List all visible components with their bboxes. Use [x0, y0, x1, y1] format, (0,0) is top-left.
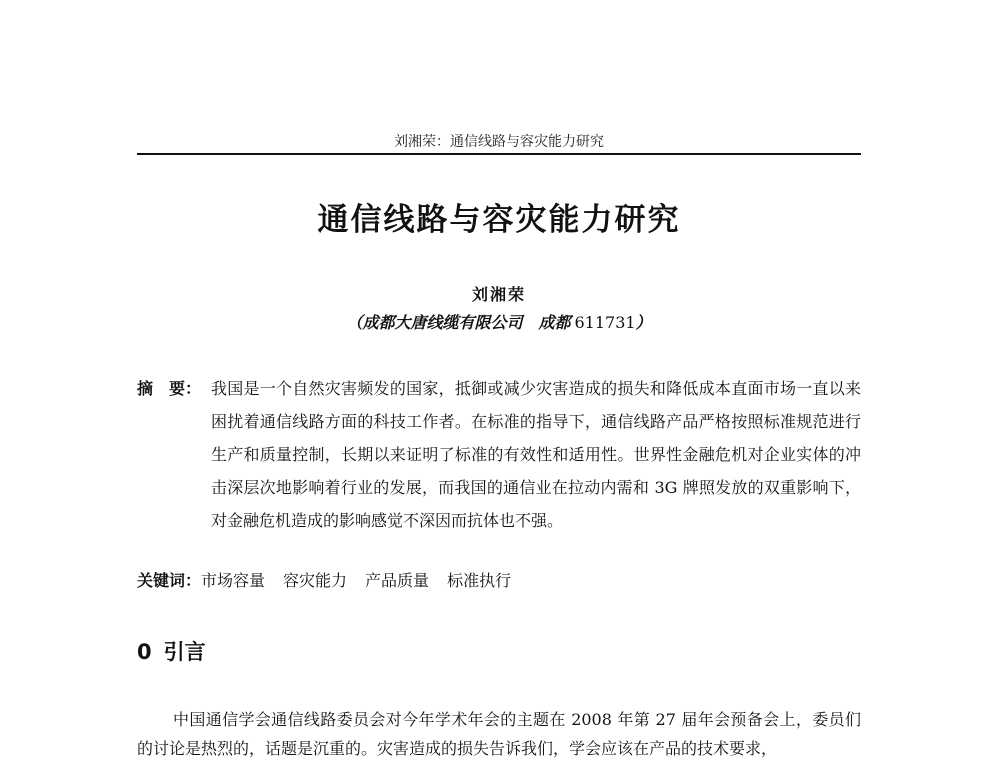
section-heading	[137, 636, 206, 666]
section-number: 0	[137, 640, 152, 664]
author-name: 刘湘荣	[471, 285, 526, 304]
affiliation-postcode: 611731	[574, 313, 636, 332]
paper-title: 通信线路与容灾能力研究	[317, 202, 681, 238]
keyword-item: 标准执行	[447, 571, 512, 590]
keyword-item: 市场容量	[201, 571, 266, 590]
affiliation-text: 成都大唐线缆有限公司 成都	[362, 313, 571, 332]
keyword-item: 容灾能力	[283, 571, 348, 590]
keyword-item: 产品质量	[365, 571, 430, 590]
abstract-block	[137, 372, 861, 537]
affiliation-open-paren: （	[346, 313, 363, 332]
keywords-line	[137, 568, 861, 591]
affiliation-close-paren: ）	[635, 313, 652, 332]
keywords-label: 关键词：	[137, 571, 202, 590]
affiliation	[137, 310, 861, 333]
abstract-text: 我国是一个自然灾害频发的国家，抵御或减少灾害造成的损失和降低成本直面市场一直以来困扰着通信线路方面的科技工作者。在标准的指导下，通信线路产品严格按照标准规范进行生产和质量控制，长期以来证明了标准的有效性和适用性。世界性金融危机对企业实体的冲击深层次地影响着行业的发展，而我国的通信业在拉动内需和 3G 牌照发放的双重影响下，对金融危机造成的影响感觉不深因而抗体也不强。	[211, 379, 861, 530]
running-head: 刘湘荣：通信线路与容灾能力研究	[394, 134, 604, 150]
section-title: 引言	[163, 640, 206, 664]
intro-paragraph: 中国通信学会通信线路委员会对今年学术年会的主题在 2008 年第 27 届年会预备会上，委员们的讨论是热烈的，话题是沉重的。灾害造成的损失告诉我们，学会应该在产品的技术要求，	[137, 710, 861, 758]
header-rule	[137, 153, 861, 155]
abstract-label: 摘 要：	[137, 379, 202, 398]
